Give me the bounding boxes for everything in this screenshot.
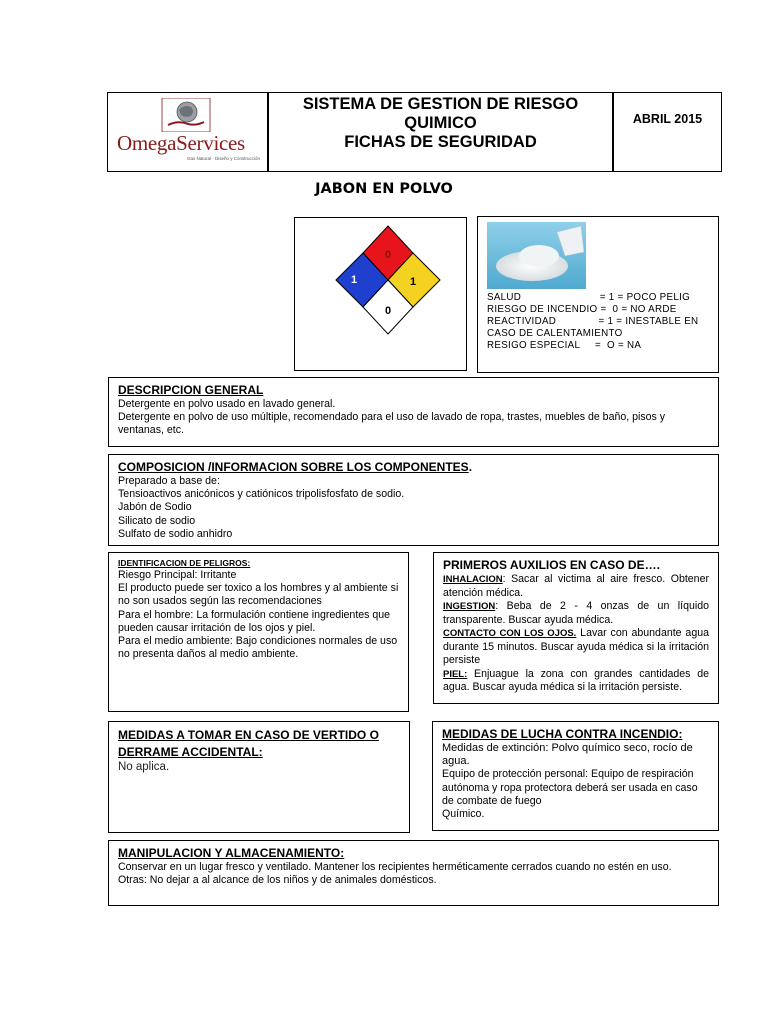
peligros-line-3: Para el hombre: La formulación contiene ingredientes que pueden causar irritación de los ojos y piel. — [118, 608, 391, 634]
peligros-line-4: Para el medio ambiente: Bajo condiciones normales de uso no presenta daños al medio ambiente. — [118, 635, 398, 661]
vertido-section — [108, 721, 410, 833]
piel-label: PIEL: — [443, 668, 468, 680]
nfpa-diamond-icon — [333, 225, 443, 335]
product-title: JABON EN POLVO — [315, 181, 453, 197]
nfpa-red-value: 0 — [384, 249, 392, 261]
incendio-section — [432, 721, 719, 831]
composicion-line-5: Sulfato de sodio anhidro — [118, 527, 233, 540]
descripcion-heading: DESCRIPCION GENERAL — [118, 383, 264, 397]
logo-tagline: Gas Natural · Diseño y Construcción — [187, 156, 261, 161]
nfpa-blue-value: 1 — [350, 274, 358, 286]
peligros-line-1: Riesgo Principal: Irritante — [118, 569, 237, 581]
peligros-line-2: El producto puede ser toxico a los hombres y al ambiente si no son usados según las recomendaciones — [118, 582, 399, 608]
primeros-auxilios-section — [433, 552, 719, 704]
incendio-line-3: Químico. — [442, 808, 485, 821]
nfpa-diamond-panel — [294, 217, 467, 371]
nfpa-yellow-value: 1 — [409, 276, 417, 288]
composicion-heading-dot: . — [468, 460, 473, 474]
incendio-heading: MEDIDAS DE LUCHA CONTRA INCENDIO: — [442, 727, 683, 741]
descripcion-section — [108, 377, 719, 447]
ojos-text: Lavar con abundante agua durante 15 minutos. Buscar ayuda médica si la irritación persiste — [443, 627, 709, 666]
manipulacion-line-2: Otras: No dejar a al alcance de los niños y de animales domésticos. — [118, 874, 437, 887]
inhalacion-label: INHALACION — [443, 574, 503, 585]
company-logo-cell — [107, 92, 268, 172]
manipulacion-line-1: Conservar en un lugar fresco y ventilado. Mantener los recipientes herméticamente cerrados cuando no estén en uso. — [118, 861, 672, 873]
globe-hand-logo-icon — [158, 98, 214, 132]
detergent-powder-image — [487, 222, 586, 289]
legend-reactividad-cont: CASO DE CALENTAMIENTO — [487, 328, 623, 339]
composicion-line-2: Tensioactivos anicónicos y catiónicos tripolisfosfato de sodio. — [118, 488, 405, 501]
title-line-1: SISTEMA DE GESTION DE RIESGO — [302, 95, 579, 113]
legend-especial: RESIGO ESPECIAL = O = NA — [487, 340, 642, 351]
legend-reactividad: REACTIVIDAD = 1 = INESTABLE EN — [487, 316, 699, 327]
manipulacion-section — [108, 840, 719, 906]
primeros-auxilios-heading: PRIMEROS AUXILIOS EN CASO DE…. — [443, 558, 660, 572]
legend-incendio: RIESGO DE INCENDIO = 0 = NO ARDE — [487, 304, 677, 315]
composicion-line-4: Silicato de sodio — [118, 514, 196, 527]
legend-salud: SALUD = 1 = POCO PELIG — [487, 292, 691, 303]
piel-text: Enjuague la zona con grandes cantidades de agua. Buscar ayuda médica si la irritación persiste. — [443, 667, 709, 693]
ojos-label: CONTACTO CON LOS OJOS. — [443, 628, 577, 639]
logo-word-services: Services — [176, 131, 245, 155]
composicion-section — [108, 454, 719, 546]
composicion-line-1: Preparado a base de: — [118, 475, 220, 487]
incendio-line-1: Medidas de extinción: Polvo químico seco, rocío de agua. — [442, 742, 693, 768]
incendio-line-2: Equipo de protección personal: Equipo de respiración autónoma y ropa protectora deberá ser usada en caso de combate de fuego — [442, 768, 698, 807]
manipulacion-heading: MANIPULACION Y ALMACENAMIENTO: — [118, 846, 345, 860]
vertido-heading: MEDIDAS A TOMAR EN CASO DE VERTIDO O DERRAME ACCIDENTAL: — [118, 728, 379, 759]
composicion-line-3: Jabón de Sodio — [118, 501, 192, 514]
ingestion-text: : Beba de 2 - 4 onzas de un líquido transparente. Buscar ayuda médica. — [443, 600, 709, 626]
peligros-section — [108, 552, 409, 712]
title-line-2: QUIMICO — [404, 114, 477, 132]
document-date — [613, 92, 722, 172]
hazard-legend — [487, 292, 698, 352]
title-line-3: FICHAS DE SEGURIDAD — [344, 133, 537, 151]
logo-word-omega: Omega — [117, 131, 177, 155]
inhalacion-text: : Sacar al victima al aire fresco. Obtener atención médica. — [443, 573, 709, 599]
descripcion-line-1: Detergente en polvo usado en lavado general. — [118, 398, 336, 410]
descripcion-line-2: Detergente en polvo de uso múltiple, recomendado para el uso de lavado de ropa, trastes, muebles de baño, pisos y ventanas, etc. — [118, 411, 666, 437]
nfpa-white-value: 0 — [384, 305, 392, 317]
date-text: ABRIL 2015 — [632, 112, 703, 126]
vertido-text: No aplica. — [118, 761, 170, 773]
peligros-heading: IDENTIFICACION DE PELIGROS: — [118, 558, 251, 568]
ingestion-label: INGESTION — [443, 601, 496, 612]
product-image-panel — [477, 216, 719, 373]
composicion-heading: COMPOSICION /INFORMACION SOBRE LOS COMPONENTES — [118, 460, 469, 474]
document-system-title — [268, 92, 613, 172]
